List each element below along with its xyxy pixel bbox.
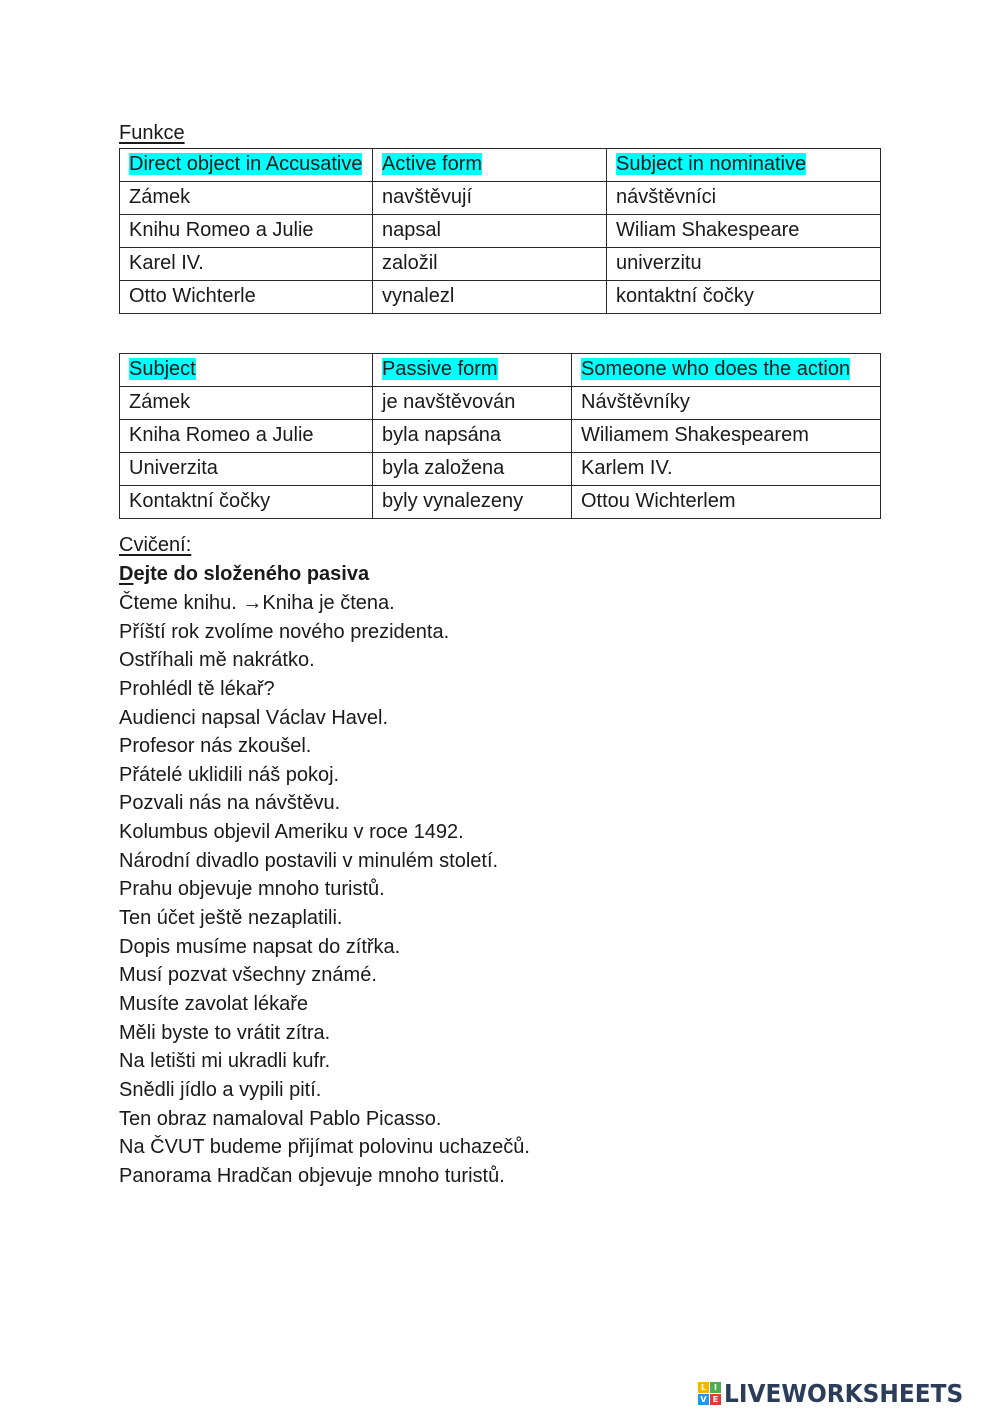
exercise-sentence: Snědli jídlo a vypili pití. <box>119 1078 322 1101</box>
header-cell <box>607 149 881 182</box>
table-cell: Wiliamem Shakespearem <box>572 420 881 453</box>
exercise-sentence: Čteme knihu. →Kniha je čtena. <box>119 592 395 614</box>
exercise-sentence: Musíte zavolat lékaře <box>119 992 308 1015</box>
logo-grid-icon <box>698 1382 721 1405</box>
active-form-table <box>119 148 881 314</box>
table-cell: byla napsána <box>373 420 572 453</box>
section-title: Funkce <box>119 122 185 144</box>
table-row <box>120 215 881 248</box>
header-text: Passive form <box>382 358 498 380</box>
header-cell <box>572 354 881 387</box>
logo-square: V <box>698 1394 709 1405</box>
logo-square: L <box>698 1382 709 1393</box>
exercise-sentence: Na ČVUT budeme přijímat polovinu uchazečů. <box>119 1136 530 1159</box>
logo-text: LIVEWORKSHEETS <box>724 1378 964 1408</box>
header-text: Direct object in Accusative <box>129 153 363 175</box>
exercise-sentence: Prohlédl tě lékař? <box>119 677 275 700</box>
liveworksheets-logo <box>698 1378 981 1408</box>
exercise-sentence: Dopis musíme napsat do zítřka. <box>119 935 401 958</box>
table-cell: Wiliam Shakespeare <box>607 215 881 248</box>
table-cell: Zámek <box>120 182 373 215</box>
exercise-instruction <box>119 560 369 588</box>
table-cell: je navštěvován <box>373 387 572 420</box>
exercise-sentence: Na letišti mi ukradli kufr. <box>119 1050 331 1073</box>
table-row <box>120 281 881 314</box>
table-header-row <box>120 149 881 182</box>
table-cell: univerzitu <box>607 248 881 281</box>
header-text: Someone who does the action <box>581 358 851 380</box>
table-cell: Univerzita <box>120 453 373 486</box>
exercise-sentence: Ostříhali mě nakrátko. <box>119 649 315 672</box>
logo-square: E <box>710 1394 721 1405</box>
table-cell: Zámek <box>120 387 373 420</box>
header-text: Active form <box>382 153 483 175</box>
table-cell: založil <box>373 248 607 281</box>
instruction-initial: D <box>119 563 134 585</box>
header-cell <box>373 354 572 387</box>
exercise-sentence: Ten obraz namaloval Pablo Picasso. <box>119 1107 442 1130</box>
table-cell: vynalezl <box>373 281 607 314</box>
table-cell: kontaktní čočky <box>607 281 881 314</box>
exercise-sentence: Ten účet ještě nezaplatili. <box>119 907 343 930</box>
header-cell <box>120 354 373 387</box>
table-row <box>120 182 881 215</box>
table-row <box>120 420 881 453</box>
table-cell: byly vynalezeny <box>373 486 572 519</box>
table-cell: Otto Wichterle <box>120 281 373 314</box>
exercise-sentence: Příští rok zvolíme nového prezidenta. <box>119 620 450 643</box>
exercise-sentence: Panorama Hradčan objevuje mnoho turistů. <box>119 1164 505 1187</box>
logo-square: I <box>710 1382 721 1393</box>
table-cell: byla založena <box>373 453 572 486</box>
table-row <box>120 248 881 281</box>
exercise-title: Cvičení: <box>119 534 192 556</box>
table-cell: Ottou Wichterlem <box>572 486 881 519</box>
exercise-sentence: Národní divadlo postavili v minulém století. <box>119 849 499 872</box>
table-cell: Karel IV. <box>120 248 373 281</box>
exercise-sentence: Měli byste to vrátit zítra. <box>119 1021 331 1044</box>
table-row <box>120 387 881 420</box>
instruction-text: ejte do složeného pasiva <box>133 563 370 585</box>
exercise-sentence: Přátelé uklidili náš pokoj. <box>119 763 340 786</box>
table-row <box>120 453 881 486</box>
exercise-sentence: Profesor nás zkoušel. <box>119 735 312 758</box>
exercise-sentence: Audienci napsal Václav Havel. <box>119 706 389 729</box>
exercise-sentence: Pozvali nás na návštěvu. <box>119 792 341 815</box>
table-cell: Kniha Romeo a Julie <box>120 420 373 453</box>
table-cell: Karlem IV. <box>572 453 881 486</box>
header-text: Subject in nominative <box>616 153 807 175</box>
header-text: Subject <box>129 358 196 380</box>
exercise-sentence: Prahu objevuje mnoho turistů. <box>119 878 385 901</box>
header-cell <box>120 149 373 182</box>
table-cell: navštěvují <box>373 182 607 215</box>
table-cell: Návštěvníky <box>572 387 881 420</box>
table-cell: Knihu Romeo a Julie <box>120 215 373 248</box>
table-cell: napsal <box>373 215 607 248</box>
table-header-row <box>120 354 881 387</box>
table-row <box>120 486 881 519</box>
header-cell <box>373 149 607 182</box>
table-cell: Kontaktní čočky <box>120 486 373 519</box>
exercise-sentence: Kolumbus objevil Ameriku v roce 1492. <box>119 821 464 844</box>
exercise-sentence: Musí pozvat všechny známé. <box>119 964 377 987</box>
table-cell: návštěvníci <box>607 182 881 215</box>
passive-form-table <box>119 353 881 519</box>
exercise-list <box>119 589 530 1190</box>
